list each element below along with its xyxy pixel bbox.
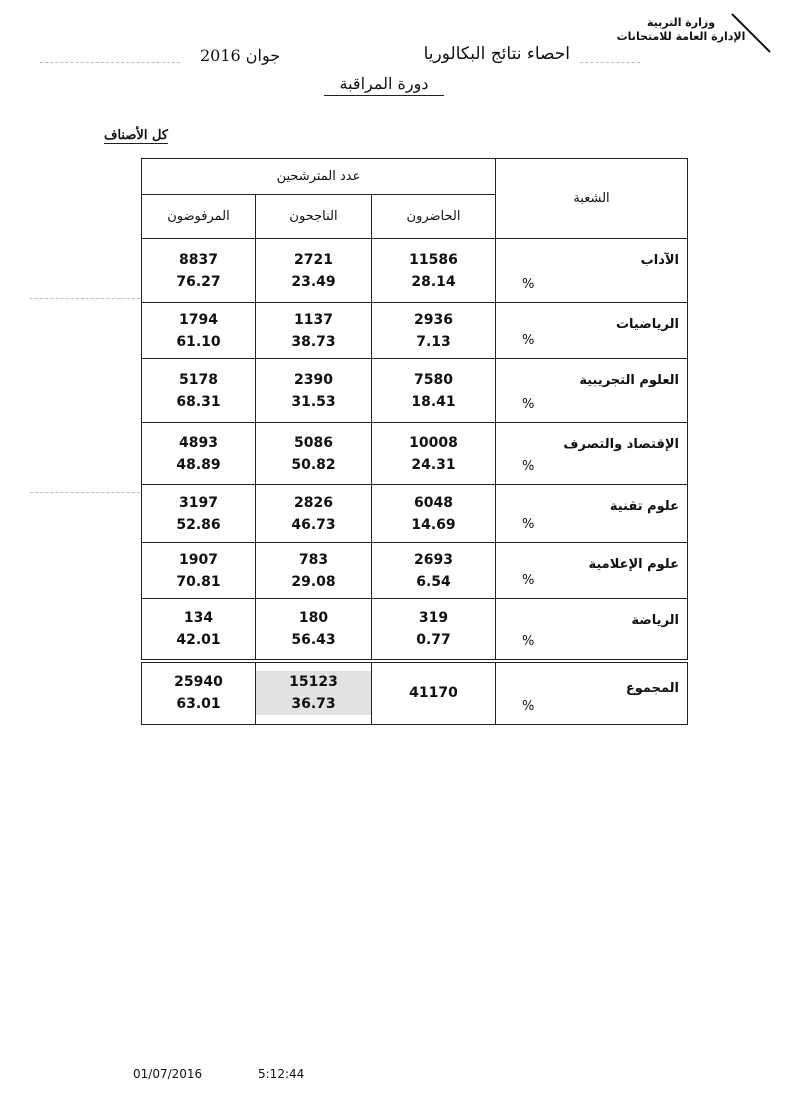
document-title bbox=[200, 44, 570, 68]
passed-count: 2390 bbox=[294, 371, 333, 388]
passed-percent: 23.49 bbox=[291, 273, 336, 290]
branch-cell bbox=[496, 239, 688, 303]
rejected-count: 1907 bbox=[179, 551, 218, 568]
table-row bbox=[142, 303, 688, 359]
rejected-count: 25940 bbox=[174, 674, 223, 691]
rejected-count: 4893 bbox=[179, 434, 218, 451]
percent-sign: % bbox=[522, 517, 535, 532]
present-column-header: الحاضرون bbox=[372, 195, 496, 239]
present-count: 41170 bbox=[409, 685, 458, 702]
rejected-cell bbox=[142, 359, 256, 423]
print-time: 5:12:44 bbox=[258, 1067, 305, 1081]
branch-cell bbox=[496, 423, 688, 485]
passed-cell bbox=[256, 303, 372, 359]
faint-line bbox=[580, 62, 640, 63]
present-cell bbox=[372, 661, 496, 725]
branch-name: علوم تقنية bbox=[609, 499, 679, 514]
passed-percent: 31.53 bbox=[291, 393, 336, 410]
branch-column-header: الشعبة bbox=[496, 159, 688, 239]
rejected-percent: 42.01 bbox=[176, 631, 221, 648]
branch-name: العلوم التجريبية bbox=[579, 373, 679, 388]
table-header-row bbox=[142, 159, 688, 195]
passed-column-header: الناجحون bbox=[256, 195, 372, 239]
passed-cell bbox=[256, 599, 372, 661]
branch-name: الإقتصاد والتصرف bbox=[563, 437, 679, 452]
table-row bbox=[142, 359, 688, 423]
present-count: 319 bbox=[418, 609, 449, 626]
rejected-percent: 76.27 bbox=[176, 273, 221, 290]
present-percent: 14.69 bbox=[411, 516, 456, 533]
present-count: 7580 bbox=[414, 371, 453, 388]
candidates-group-header: عدد المترشحين bbox=[142, 159, 496, 195]
rejected-cell bbox=[142, 599, 256, 661]
rejected-cell bbox=[142, 239, 256, 303]
branch-name: الرياضة bbox=[631, 613, 679, 628]
passed-cell bbox=[256, 359, 372, 423]
rejected-count: 5178 bbox=[179, 371, 218, 388]
present-count: 2936 bbox=[414, 311, 453, 328]
rejected-column-header: المرفوضون bbox=[142, 195, 256, 239]
rejected-count: 8837 bbox=[179, 251, 218, 268]
passed-count: 1137 bbox=[294, 311, 333, 328]
rejected-cell bbox=[142, 303, 256, 359]
branch-name: الرياضيات bbox=[615, 317, 679, 332]
total-row bbox=[142, 661, 688, 725]
title-text: احصاء نتائج البكالوريا bbox=[423, 44, 570, 64]
rejected-percent: 63.01 bbox=[176, 696, 221, 713]
passed-count: 2826 bbox=[294, 494, 333, 511]
table-row bbox=[142, 543, 688, 599]
present-count: 10008 bbox=[409, 434, 458, 451]
table-row bbox=[142, 239, 688, 303]
present-percent: 18.41 bbox=[411, 393, 456, 410]
passed-percent: 56.43 bbox=[291, 631, 336, 648]
rejected-cell bbox=[142, 485, 256, 543]
rejected-percent: 61.10 bbox=[176, 333, 221, 350]
branch-cell bbox=[496, 599, 688, 661]
passed-cell bbox=[256, 423, 372, 485]
present-cell bbox=[372, 423, 496, 485]
branch-cell bbox=[496, 303, 688, 359]
rejected-cell bbox=[142, 543, 256, 599]
passed-percent: 50.82 bbox=[291, 456, 336, 473]
category-label: كل الأصناف bbox=[104, 128, 168, 143]
branch-name: علوم الإعلامية bbox=[588, 557, 679, 572]
present-cell bbox=[372, 303, 496, 359]
passed-percent: 36.73 bbox=[256, 693, 371, 715]
title-date: جوان 2016 bbox=[200, 46, 281, 65]
rejected-percent: 70.81 bbox=[176, 573, 221, 590]
present-cell bbox=[372, 543, 496, 599]
present-count: 6048 bbox=[414, 494, 453, 511]
present-cell bbox=[372, 239, 496, 303]
present-percent: 24.31 bbox=[411, 456, 456, 473]
percent-sign: % bbox=[522, 459, 535, 474]
present-cell bbox=[372, 599, 496, 661]
present-cell bbox=[372, 485, 496, 543]
present-percent: 28.14 bbox=[411, 273, 456, 290]
branch-name: الآداب bbox=[640, 253, 679, 268]
print-date: 01/07/2016 bbox=[133, 1067, 203, 1081]
rejected-cell bbox=[142, 423, 256, 485]
present-count: 11586 bbox=[409, 251, 458, 268]
rejected-percent: 48.89 bbox=[176, 456, 221, 473]
present-count: 2693 bbox=[414, 551, 453, 568]
exams-directorate: الإدارة العامة للامتحانات bbox=[616, 30, 746, 43]
rejected-count: 134 bbox=[183, 609, 214, 626]
percent-sign: % bbox=[522, 699, 535, 714]
rejected-count: 3197 bbox=[179, 494, 218, 511]
table-row bbox=[142, 485, 688, 543]
percent-sign: % bbox=[522, 397, 535, 412]
rejected-count: 1794 bbox=[179, 311, 218, 328]
table-row bbox=[142, 423, 688, 485]
branch-cell bbox=[496, 661, 688, 725]
percent-sign: % bbox=[522, 333, 535, 348]
branch-name: المجموع bbox=[625, 680, 679, 696]
faint-line bbox=[30, 492, 140, 493]
rejected-percent: 52.86 bbox=[176, 516, 221, 533]
results-table bbox=[141, 158, 688, 725]
passed-count: 15123 bbox=[256, 671, 371, 693]
faint-line bbox=[30, 298, 140, 299]
percent-sign: % bbox=[522, 573, 535, 588]
rejected-percent: 68.31 bbox=[176, 393, 221, 410]
percent-sign: % bbox=[522, 633, 535, 649]
session-label: دورة المراقبة bbox=[324, 74, 444, 96]
passed-cell bbox=[256, 661, 372, 725]
present-percent: 0.77 bbox=[416, 631, 451, 648]
slash-mark-icon bbox=[728, 10, 774, 56]
present-cell bbox=[372, 359, 496, 423]
passed-cell bbox=[256, 485, 372, 543]
passed-percent: 46.73 bbox=[291, 516, 336, 533]
branch-cell bbox=[496, 543, 688, 599]
passed-count: 783 bbox=[298, 551, 329, 568]
percent-sign: % bbox=[522, 277, 535, 292]
passed-percent: 29.08 bbox=[291, 573, 336, 590]
passed-count: 2721 bbox=[294, 251, 333, 268]
passed-cell bbox=[256, 543, 372, 599]
branch-cell bbox=[496, 485, 688, 543]
present-percent: 7.13 bbox=[416, 333, 451, 350]
passed-count: 5086 bbox=[294, 434, 333, 451]
branch-cell bbox=[496, 359, 688, 423]
rejected-cell bbox=[142, 661, 256, 725]
present-percent: 6.54 bbox=[416, 573, 451, 590]
passed-cell bbox=[256, 239, 372, 303]
ministry-name: وزارة التربية bbox=[646, 16, 716, 29]
passed-percent: 38.73 bbox=[291, 333, 336, 350]
table-row bbox=[142, 599, 688, 661]
faint-line bbox=[40, 62, 180, 63]
passed-count: 180 bbox=[298, 609, 329, 626]
